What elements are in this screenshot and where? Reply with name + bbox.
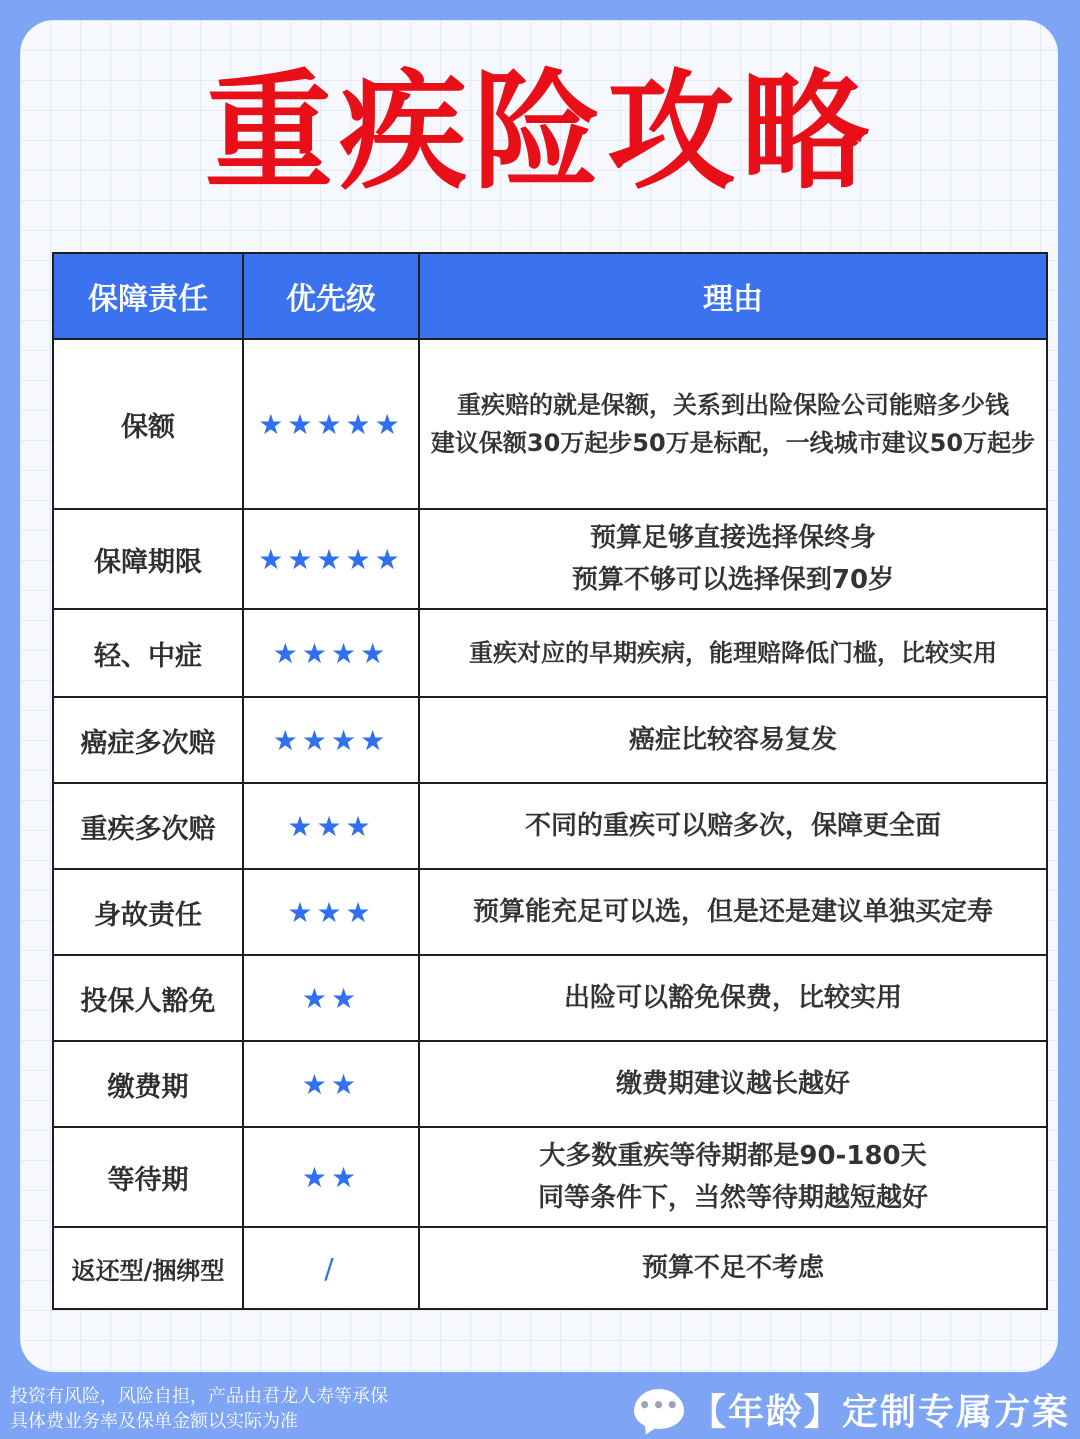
priority-stars: ★★ [243, 1127, 419, 1227]
reason-cell: 预算不足不考虑 [419, 1227, 1047, 1309]
priority-stars: ★★★★ [243, 697, 419, 783]
page-title: 重疾险攻略 [204, 58, 875, 207]
reason-line: 大多数重疾等待期都是90-180天 [539, 1141, 927, 1171]
priority-stars: ★★★ [243, 869, 419, 955]
priority-stars: ★★ [243, 1041, 419, 1127]
table-row [53, 1227, 1047, 1309]
header-reason: 理由 [419, 253, 1047, 339]
table-row [53, 509, 1047, 609]
coverage-cell: 等待期 [53, 1127, 243, 1227]
reason-line: 预算足够直接选择保终身 [589, 523, 876, 553]
table-row [53, 339, 1047, 509]
table-row [53, 869, 1047, 955]
coverage-cell: 投保人豁免 [53, 955, 243, 1041]
cta-text: 【年龄】定制专属方案 [689, 1391, 1070, 1433]
reason-cell [419, 339, 1047, 509]
table-row [53, 1127, 1047, 1227]
priority-stars: ★★★★★ [243, 339, 419, 509]
reason-cell: 缴费期建议越长越好 [419, 1041, 1047, 1127]
disclaimer [10, 1384, 388, 1434]
header-priority: 优先级 [243, 253, 419, 339]
priority-stars: ★★★★ [243, 609, 419, 697]
reason-cell: 重疾对应的早期疾病，能理赔降低门槛，比较实用 [419, 609, 1047, 697]
table-row [53, 1041, 1047, 1127]
reason-cell: 癌症比较容易复发 [419, 697, 1047, 783]
cta-banner[interactable] [634, 1384, 1070, 1434]
coverage-cell: 重疾多次赔 [53, 783, 243, 869]
reason-line: 同等条件下，当然等待期越短越好 [537, 1183, 928, 1213]
coverage-cell: 身故责任 [53, 869, 243, 955]
table-row [53, 697, 1047, 783]
reason-cell: 预算能充足可以选，但是还是建议单独买定寿 [419, 869, 1047, 955]
reason-cell [419, 509, 1047, 609]
coverage-cell: 缴费期 [53, 1041, 243, 1127]
table-row [53, 783, 1047, 869]
coverage-cell: 癌症多次赔 [53, 697, 243, 783]
disclaimer-line: 投资有风险，风险自担，产品由君龙人寿等承保 [10, 1386, 388, 1407]
disclaimer-line: 具体费业务率及保单金额以实际为准 [10, 1411, 298, 1432]
priority-stars: ★★★★★ [243, 509, 419, 609]
table-row [53, 609, 1047, 697]
coverage-cell: 轻、中症 [53, 609, 243, 697]
coverage-cell: 返还型/捆绑型 [53, 1227, 243, 1309]
priority-stars: ★★ [243, 955, 419, 1041]
table-row [53, 955, 1047, 1041]
coverage-cell: 保额 [53, 339, 243, 509]
reason-cell: 不同的重疾可以赔多次，保障更全面 [419, 783, 1047, 869]
reason-cell [419, 1127, 1047, 1227]
reason-line: 重疾赔的就是保额，关系到出险保险公司能赔多少钱 [457, 391, 1009, 419]
coverage-cell: 保障期限 [53, 509, 243, 609]
reason-line: 建议保额30万起步50万是标配，一线城市建议50万起步 [430, 429, 1036, 457]
chat-bubble-icon: ••• [634, 1389, 684, 1429]
priority-stars: ★★★ [243, 783, 419, 869]
insurance-table [52, 252, 1048, 1310]
reason-line: 预算不够可以选择保到70岁 [571, 565, 895, 595]
table-header-row [53, 253, 1047, 339]
header-coverage: 保障责任 [53, 253, 243, 339]
priority-stars: / [243, 1227, 419, 1309]
reason-cell: 出险可以豁免保费，比较实用 [419, 955, 1047, 1041]
